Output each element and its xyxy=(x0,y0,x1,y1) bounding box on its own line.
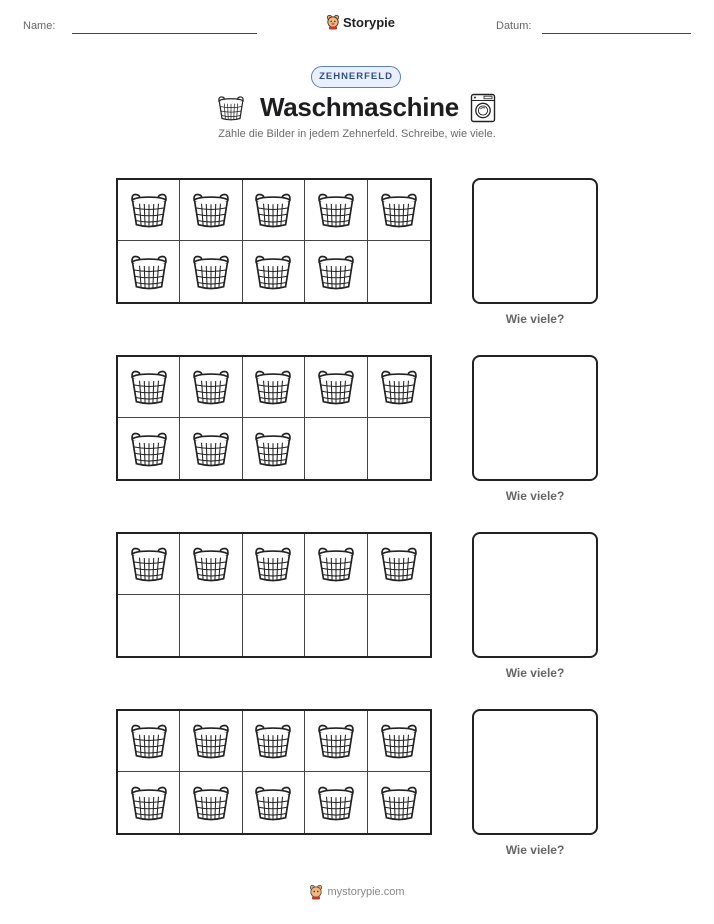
ten-frame-cell xyxy=(118,711,180,772)
ten-frame-cell xyxy=(118,418,180,479)
ten-frame-cell xyxy=(180,241,242,302)
laundry-basket-icon xyxy=(252,784,294,822)
answer-label: Wie viele? xyxy=(505,666,565,680)
ten-frame-cell xyxy=(243,534,305,595)
ten-frame-cell xyxy=(180,357,242,418)
ten-frame-cell xyxy=(118,357,180,418)
category-badge: ZEHNERFELD xyxy=(311,66,401,88)
brand-logo xyxy=(326,14,395,30)
laundry-basket-icon xyxy=(216,94,246,122)
laundry-basket-icon xyxy=(315,191,357,229)
ten-frame xyxy=(116,709,432,835)
ten-frame-cell xyxy=(305,180,367,241)
ten-frame-cell xyxy=(180,180,242,241)
laundry-basket-icon xyxy=(378,368,420,406)
laundry-basket-icon xyxy=(190,253,232,291)
answer-box[interactable] xyxy=(472,532,598,658)
worksheet-header xyxy=(0,14,714,40)
ten-frame-cell xyxy=(305,357,367,418)
ten-frame-cell xyxy=(368,180,430,241)
answer-label: Wie viele? xyxy=(505,312,565,326)
ten-frame-cell xyxy=(243,180,305,241)
ten-frame-cell xyxy=(368,534,430,595)
laundry-basket-icon xyxy=(128,722,170,760)
ten-frame xyxy=(116,178,432,304)
ten-frame-cell xyxy=(368,241,430,302)
name-field[interactable] xyxy=(72,33,257,34)
laundry-basket-icon xyxy=(315,784,357,822)
laundry-basket-icon xyxy=(315,368,357,406)
ten-frame-cell xyxy=(305,595,367,656)
ten-frame-cell xyxy=(368,772,430,833)
ten-frame-cell xyxy=(118,180,180,241)
laundry-basket-icon xyxy=(378,191,420,229)
ten-frame-cell xyxy=(305,711,367,772)
answer-label: Wie viele? xyxy=(505,843,565,857)
ten-frame-cell xyxy=(368,595,430,656)
footer xyxy=(0,884,714,900)
ten-frame-cell xyxy=(305,772,367,833)
laundry-basket-icon xyxy=(252,253,294,291)
laundry-basket-icon xyxy=(252,430,294,468)
laundry-basket-icon xyxy=(315,722,357,760)
footer-url[interactable]: mystorypie.com xyxy=(327,886,405,898)
laundry-basket-icon xyxy=(128,430,170,468)
ten-frame-cell xyxy=(243,711,305,772)
answer-box[interactable] xyxy=(472,355,598,481)
ten-frame-cell xyxy=(368,357,430,418)
ten-frame-cell xyxy=(180,711,242,772)
laundry-basket-icon xyxy=(128,784,170,822)
laundry-basket-icon xyxy=(315,545,357,583)
laundry-basket-icon xyxy=(252,722,294,760)
laundry-basket-icon xyxy=(378,784,420,822)
laundry-basket-icon xyxy=(252,191,294,229)
storypie-mascot-icon xyxy=(326,14,340,30)
laundry-basket-icon xyxy=(190,368,232,406)
laundry-basket-icon xyxy=(128,253,170,291)
date-field[interactable] xyxy=(542,33,691,34)
ten-frame-cell xyxy=(118,534,180,595)
laundry-basket-icon xyxy=(190,191,232,229)
laundry-basket-icon xyxy=(378,545,420,583)
ten-frame-cell xyxy=(180,772,242,833)
name-label: Name: xyxy=(23,20,56,32)
answer-box[interactable] xyxy=(472,709,598,835)
ten-frame-cell xyxy=(180,595,242,656)
ten-frame-cell xyxy=(305,418,367,479)
ten-frame-cell xyxy=(243,595,305,656)
laundry-basket-icon xyxy=(378,722,420,760)
ten-frame-cell xyxy=(305,241,367,302)
answer-box[interactable] xyxy=(472,178,598,304)
laundry-basket-icon xyxy=(252,368,294,406)
ten-frame-cell xyxy=(243,772,305,833)
brand-name: Storypie xyxy=(343,14,396,30)
laundry-basket-icon xyxy=(190,430,232,468)
answer-label: Wie viele? xyxy=(505,489,565,503)
laundry-basket-icon xyxy=(315,253,357,291)
instructions: Zähle die Bilder in jedem Zehnerfeld. Schreibe, wie viele. xyxy=(218,128,496,140)
laundry-basket-icon xyxy=(128,368,170,406)
ten-frame-cell xyxy=(180,418,242,479)
ten-frame-cell xyxy=(118,241,180,302)
ten-frame-cell xyxy=(243,357,305,418)
laundry-basket-icon xyxy=(190,545,232,583)
ten-frame-cell xyxy=(368,418,430,479)
ten-frame-cell xyxy=(243,418,305,479)
ten-frame xyxy=(116,355,432,481)
page-title: Waschmaschine xyxy=(260,92,459,122)
washing-machine-icon xyxy=(470,93,496,123)
laundry-basket-icon xyxy=(128,191,170,229)
ten-frame-cell xyxy=(118,772,180,833)
ten-frame xyxy=(116,532,432,658)
laundry-basket-icon xyxy=(190,722,232,760)
laundry-basket-icon xyxy=(190,784,232,822)
laundry-basket-icon xyxy=(128,545,170,583)
date-label: Datum: xyxy=(496,20,532,32)
title-row xyxy=(0,92,714,126)
ten-frame-cell xyxy=(368,711,430,772)
ten-frame-cell xyxy=(118,595,180,656)
laundry-basket-icon xyxy=(252,545,294,583)
storypie-mascot-icon xyxy=(309,884,323,900)
ten-frame-cell xyxy=(180,534,242,595)
ten-frame-cell xyxy=(243,241,305,302)
ten-frame-cell xyxy=(305,534,367,595)
